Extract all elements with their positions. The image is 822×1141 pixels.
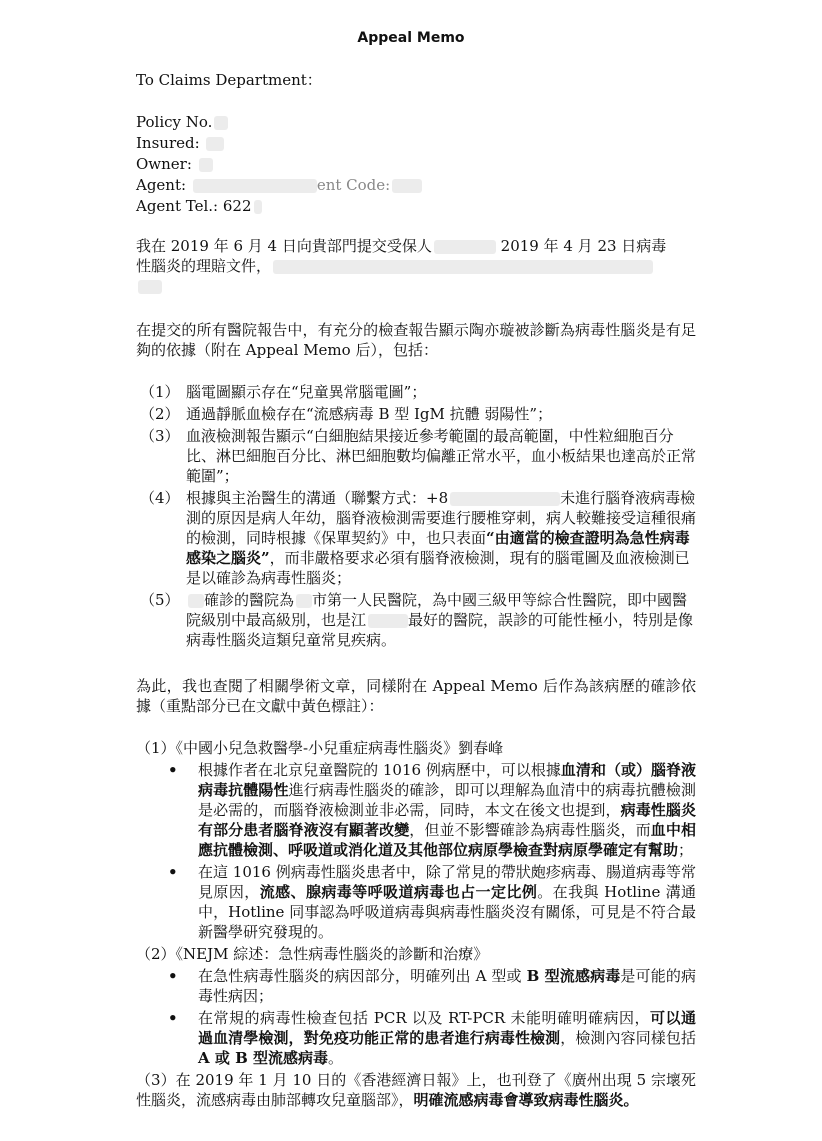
evidence-item [140, 488, 696, 588]
evidence-num: （1） [140, 383, 180, 401]
policy-no-row [136, 112, 422, 133]
agent-label: Agent: [136, 176, 191, 194]
evidence-text: ，而非嚴格要求必須有腦脊液檢測，現有的腦電圖及血液檢測已是以確診為病毒性腦炎； [186, 549, 690, 587]
intro-paragraph [136, 236, 696, 296]
salutation: To Claims Department： [136, 71, 322, 89]
evidence-text: 血液檢測報告顯示“白細胞結果接近參考範圍的最高範圍，中性粒細胞百分比、淋巴細胞百分比、淋巴細胞數均偏離正常水平，血小板結果也達高於正常範圍”； [186, 427, 697, 485]
bullet-icon: • [168, 1009, 178, 1027]
ref-text: 進行病毒性腦炎的確診，即可以理解為血清中的病毒抗體檢測是必需的，而腦脊液檢測並非必需，同時，本文在後文也提到， [198, 781, 696, 819]
reference-news [136, 1070, 696, 1110]
evidence-text: 市第一人民醫院，為中國三級甲等綜合性醫院，即中國醫院級別中最高級別，也是江 [186, 591, 688, 629]
ref-text: 在急性病毒性腦炎的病因部分，明確列出 A 型或 [198, 967, 527, 985]
evidence-item [140, 426, 696, 486]
evidence-list [140, 382, 696, 652]
reference-bullet [136, 1008, 696, 1068]
evidence-text: 最好的醫院，誤診的可能性極小，特別是像病毒性腦炎這類兒童常見疾病。 [186, 611, 694, 649]
ref-text: 根據作者在北京兒童醫院的 1016 例病歷中，可以根據 [198, 761, 561, 779]
evidence-intro: 在提交的所有醫院報告中，有充分的檢查報告顯示陶亦璇被診斷為病毒性腦炎是有足夠的依據（附在 Appeal Memo 后），包括： [136, 321, 696, 359]
reference-bullet [136, 760, 696, 860]
bullet-icon: • [168, 863, 178, 881]
redacted-block [450, 492, 560, 506]
redacted-block [193, 179, 317, 193]
ref-text: 在這 1016 例病毒性腦炎患者中，除了常見的帶狀皰疹病毒、腸道病毒等常見原因， [198, 863, 696, 901]
ref-text: 。 [327, 1049, 343, 1067]
insured-label: Insured: [136, 134, 205, 152]
bullet-icon: • [168, 967, 178, 985]
redacted-block [254, 200, 262, 214]
evidence-text: 確診的醫院為 [204, 591, 295, 609]
agent-tel-label: Agent Tel.: 622 [136, 197, 252, 215]
research-intro: 為此，我也查閱了相關學術文章，同樣附在 Appeal Memo 后作為該病歷的確診依據（重點部分已在文獻中黃色標註）： [136, 677, 696, 715]
owner-row [136, 154, 422, 175]
agent-code-fragment: ent Code: [316, 176, 391, 194]
evidence-num: （5） [140, 591, 180, 609]
memo-title: Appeal Memo [357, 30, 465, 46]
agent-tel-row [136, 196, 422, 217]
ref-text: ； [678, 841, 694, 859]
evidence-item [140, 404, 696, 424]
ref-bold-text: 明確流感病毒會導致病毒性腦炎。 [413, 1091, 639, 1109]
agent-row [136, 175, 422, 196]
evidence-item [140, 590, 696, 650]
ref-bold-text: 可以通過血清學檢測，對免疫功能正常的患者進行病毒性檢測 [198, 1009, 696, 1047]
reference-bullet [136, 966, 696, 1006]
evidence-num: （2） [140, 405, 180, 423]
reference-title: （1）《中國小兒急救醫學-小兒重症病毒性腦炎》劉春峰 [136, 739, 504, 757]
reference-bullets [136, 760, 696, 942]
redacted-block [392, 179, 422, 193]
reference-title: （2）《NEJM 綜述：急性病毒性腦炎的診斷和治療》 [136, 945, 489, 963]
evidence-num: （3） [140, 427, 180, 445]
ref-text: ，但並不影響確診為病毒性腦炎，而 [409, 821, 651, 839]
redacted-block [296, 594, 312, 608]
redacted-block [368, 614, 408, 628]
ref-bold-text: 流感、腺病毒等呼吸道病毒也占一定比例 [259, 883, 538, 901]
ref-text: （3）在 2019 年 1 月 10 日的《香港經濟日報》上，也刊登了《廣州出現 5 宗壞死性腦炎，流感病毒由肺部轉攻兒童腦部》， [136, 1071, 696, 1109]
ref-text: 。在我與 Hotline 溝通中，Hotline 同事認為呼吸道病毒與病毒性腦炎沒有關係，可見是不符合最新醫學研究發現的。 [198, 883, 696, 941]
owner-label: Owner: [136, 155, 197, 173]
intro-text-2: 2019 年 4 月 23 日病毒 [500, 237, 667, 255]
evidence-text: 未進行腦脊液病毒檢測的原因是病人年幼，腦脊液檢測需要進行腰椎穿刺，病人較難接受這種很痛的檢測，同時根據《保單契約》中，也只表面 [186, 489, 697, 547]
redacted-block [214, 116, 228, 130]
evidence-text: 腦電圖顯示存在“兒童異常腦電圖”； [186, 383, 427, 401]
references-section [136, 738, 696, 1110]
ref-text: ，檢測內容同樣包括 [560, 1029, 696, 1047]
ref-bold-text: 病毒性腦炎有部分患者腦脊液沒有顯著改變 [198, 801, 696, 839]
redacted-block [273, 260, 653, 274]
redacted-block [206, 137, 224, 151]
policy-no-label: Policy No. [136, 113, 213, 131]
redacted-block [188, 594, 204, 608]
header-fields [136, 112, 422, 217]
ref-bold-text: A 或 B 型流感病毒 [198, 1049, 328, 1067]
intro-text-1: 我在 2019 年 6 月 4 日向貴部門提交受保人 [136, 237, 432, 255]
evidence-text: 通過靜脈血檢存在“流感病毒 B 型 IgM 抗體 弱陽性”； [186, 405, 553, 423]
reference-bullets [136, 966, 696, 1068]
evidence-num: （4） [140, 489, 180, 507]
evidence-text: 根據與主治醫生的溝通（聯繫方式：+8 [186, 489, 449, 507]
redacted-block [199, 158, 213, 172]
reference-bullet [136, 862, 696, 942]
ref-text: 在常規的病毒性檢查包括 PCR 以及 RT-PCR 未能明確明確病因， [198, 1009, 650, 1027]
ref-text: 是可能的病毒性病因； [198, 967, 697, 1005]
insured-row [136, 133, 422, 154]
evidence-bold-text: “由適當的檢查證明為急性病毒感染之腦炎” [186, 529, 690, 567]
bullet-icon: • [168, 761, 178, 779]
redacted-block [138, 280, 162, 294]
evidence-item [140, 382, 696, 402]
ref-bold-text: 血中相應抗體檢測、呼吸道或消化道及其他部位病原學檢查對病原學確定有幫助 [198, 821, 696, 859]
redacted-block [434, 240, 496, 254]
ref-bold-text: 血清和（或）腦脊液病毒抗體陽性 [198, 761, 696, 799]
intro-text-3: 性腦炎的理賠文件， [136, 257, 272, 275]
ref-bold-text: B 型流感病毒 [526, 967, 621, 985]
